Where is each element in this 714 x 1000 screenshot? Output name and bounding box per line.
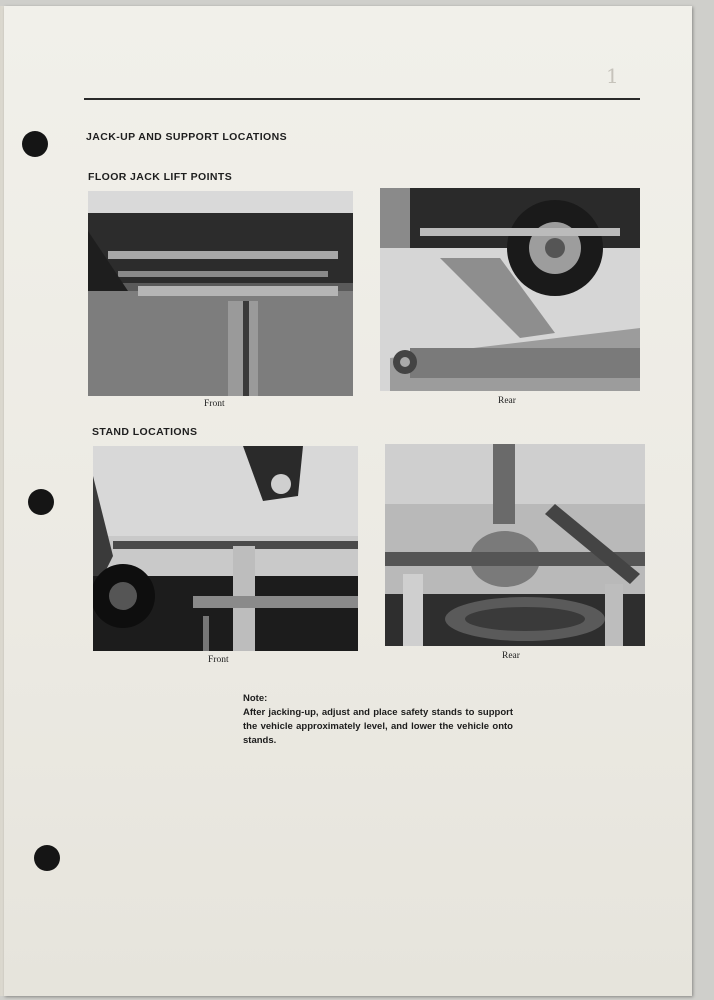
floor-jack-front-photo — [88, 191, 353, 396]
punch-hole — [34, 845, 60, 871]
jack-front-caption: Front — [204, 399, 225, 409]
stand-rear-photo — [385, 444, 645, 646]
punch-hole — [28, 489, 54, 515]
floor-jack-rear-photo — [380, 188, 640, 391]
stand-locations-heading: STAND LOCATIONS — [92, 426, 198, 438]
safety-note — [243, 692, 513, 748]
note-title: Note: — [243, 693, 268, 704]
punch-hole — [22, 131, 48, 157]
main-heading: JACK-UP AND SUPPORT LOCATIONS — [86, 131, 287, 143]
header-rule — [84, 98, 640, 100]
note-text: After jacking-up, adjust and place safety stands to support the vehicle approximately level, and lower the vehicle onto stands. — [243, 707, 513, 746]
floor-jack-heading: FLOOR JACK LIFT POINTS — [88, 171, 233, 183]
stand-front-caption: Front — [208, 655, 229, 665]
jack-rear-caption: Rear — [498, 396, 516, 406]
stand-front-photo — [93, 446, 358, 651]
page-number: 1 — [606, 64, 619, 88]
stand-rear-caption: Rear — [502, 651, 520, 661]
